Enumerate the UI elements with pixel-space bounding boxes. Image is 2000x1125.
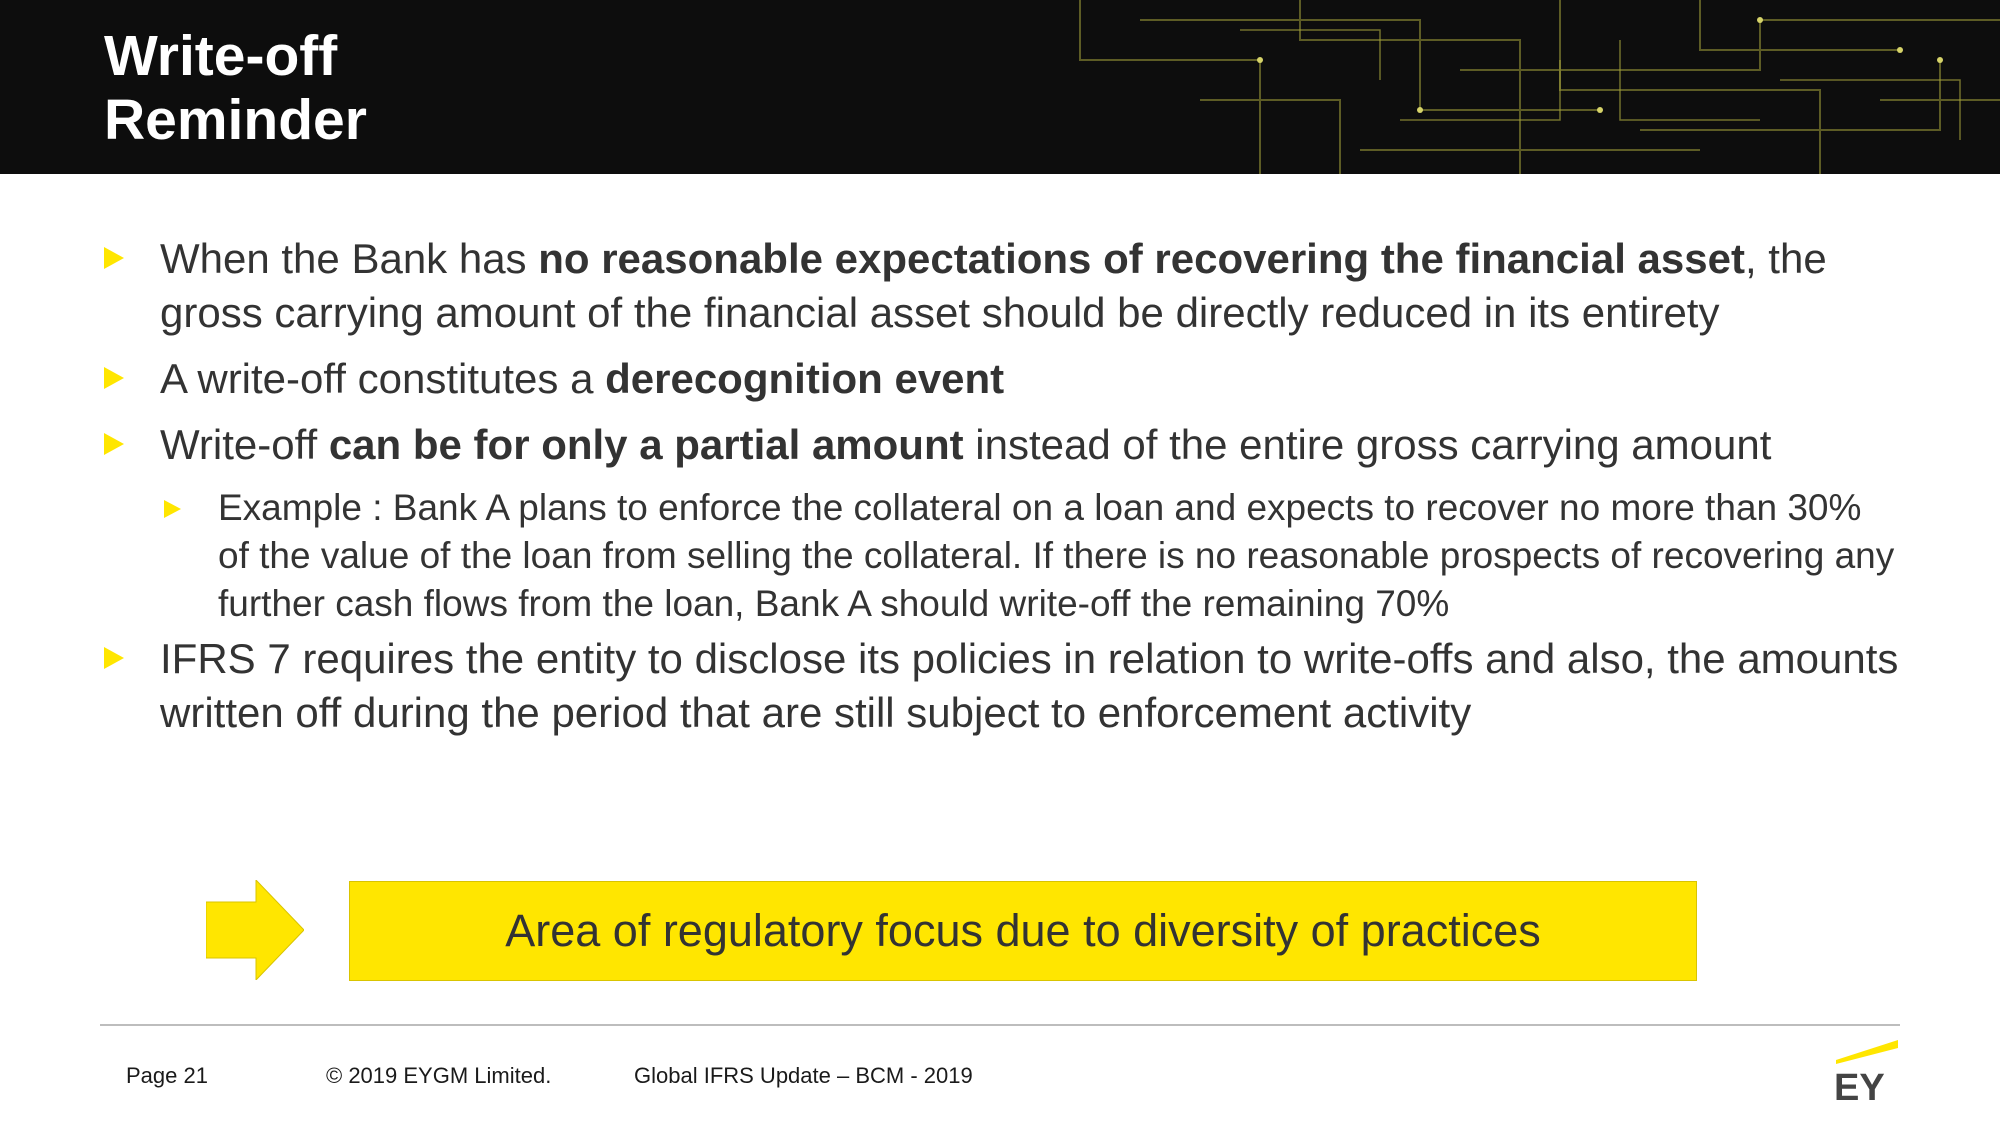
bullet-text-bold: no reasonable expectations of recovering the financial asset <box>538 235 1745 282</box>
bullet-item <box>100 352 1900 406</box>
regulatory-focus-callout <box>349 881 1697 981</box>
footer-divider <box>100 1024 1900 1026</box>
circuit-pattern-icon <box>1000 0 2000 174</box>
bullet-list <box>100 232 1900 740</box>
bullet-item <box>100 232 1900 340</box>
bullet-item <box>100 418 1900 472</box>
ey-logo-text: EY <box>1834 1067 1885 1104</box>
slide-title-line1: Write-off <box>104 24 338 88</box>
slide-title <box>104 24 367 152</box>
bullet-text-bold: derecognition event <box>605 355 1005 402</box>
page-number: Page 21 <box>126 1063 208 1088</box>
bullet-text: , the gross carrying amount of the financial asset should be directly reduced in its entirety <box>160 235 1827 336</box>
bullet-text: Write-off <box>160 421 329 468</box>
bullet-arrow-icon <box>104 367 124 389</box>
bullet-arrow-icon <box>104 247 124 269</box>
right-arrow-icon <box>206 880 304 980</box>
event-name: Global IFRS Update – BCM - 2019 <box>634 1063 973 1088</box>
bullet-text: instead of the entire gross carrying amount <box>963 421 1772 468</box>
sub-bullet-item <box>160 484 1900 628</box>
header-band <box>0 0 2000 174</box>
ey-logo-icon <box>1832 1034 1902 1104</box>
bullet-text-bold: can be for only a partial amount <box>328 421 964 468</box>
copyright-notice: © 2019 EYGM Limited. <box>326 1063 552 1088</box>
bullet-arrow-icon <box>104 433 124 455</box>
slide-title-line2: Reminder <box>104 88 367 152</box>
bullet-text: IFRS 7 requires the entity to disclose its policies in relation to write-offs and also, the amounts written off during the period that are still subject to enforcement activity <box>160 635 1899 736</box>
bullet-arrow-icon <box>104 647 124 669</box>
bullet-text: A write-off constitutes a <box>160 355 606 402</box>
bullet-text: When the Bank has <box>160 235 539 282</box>
bullet-item <box>100 632 1900 740</box>
callout-text: Area of regulatory focus due to diversity of practices <box>505 905 1541 956</box>
sub-bullet-text: Example : Bank A plans to enforce the collateral on a loan and expects to recover no more than 30% of the value of the loan from selling the collateral. If there is no reasonable prospects of recovering any further cash flows from the loan, Bank A should write-off the remaining 70% <box>218 487 1895 624</box>
sub-bullet-arrow-icon <box>164 500 181 518</box>
